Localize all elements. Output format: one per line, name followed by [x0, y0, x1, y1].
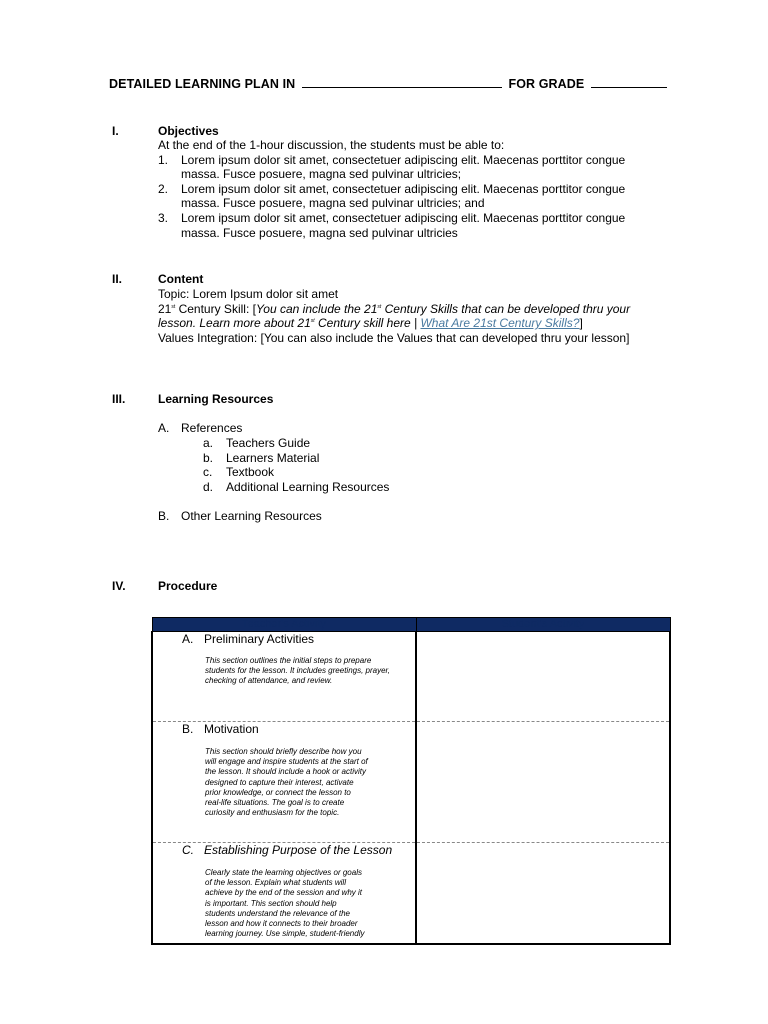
skill-prefix: 21 — [158, 302, 172, 316]
description-line: curiosity and enthusiasm for the topic. — [205, 808, 340, 818]
teacher-activity-cell[interactable] — [152, 722, 416, 843]
activity-title — [182, 843, 392, 857]
activity-description — [205, 747, 415, 818]
activity-name: Preliminary Activities — [204, 632, 315, 646]
table-row — [152, 632, 670, 722]
skills-link[interactable]: What Are 21st Century Skills? — [420, 316, 580, 330]
skill-italic-sup: st — [377, 304, 382, 310]
reference-item: Additional Learning Resources — [226, 480, 390, 494]
content-skill-line2 — [158, 316, 583, 331]
reference-item: Teachers Guide — [226, 436, 311, 450]
section-numeral-resources: III. — [112, 392, 126, 406]
section-numeral-objectives: I. — [112, 124, 119, 138]
objectives-intro: At the end of the 1-hour discussion, the students must be able to: — [158, 138, 505, 152]
description-line: learning journey. Use simple, student-friendly — [205, 929, 365, 939]
activity-name: Motivation — [204, 722, 259, 736]
procedure-table — [151, 617, 671, 945]
subject-blank — [302, 78, 502, 88]
skill-label: Century Skill: [ — [175, 302, 256, 316]
skill-line2-b: Century skill here | — [314, 316, 421, 330]
description-line: of the lesson. Explain what students will — [205, 878, 346, 888]
student-activity-cell[interactable] — [416, 843, 670, 945]
description-line: students understand the relevance of the — [205, 908, 350, 918]
section-heading-content: Content — [158, 272, 204, 286]
objective-text: Lorem ipsum dolor sit amet, consectetuer adipiscing elit. Maecenas porttitor congue — [181, 182, 626, 196]
activity-name: Establishing Purpose of the Lesson — [204, 843, 393, 857]
resource-references: References — [181, 421, 243, 435]
description-line: will engage and inspire students at the start of — [205, 757, 368, 767]
resource-letter: A. — [158, 421, 170, 435]
reference-letter: a. — [203, 436, 214, 450]
section-heading-resources: Learning Resources — [158, 392, 274, 406]
column-header-student: Student's Activity — [416, 618, 670, 632]
reference-letter: c. — [203, 465, 213, 479]
reference-item: Textbook — [226, 465, 275, 479]
objective-number: 3. — [158, 211, 169, 225]
skill-italic-b: Century Skills that can be developed thru your — [381, 302, 631, 316]
title-grade: FOR GRADE — [508, 77, 585, 91]
skill-close: ] — [579, 316, 583, 330]
skill-italic-a: You can include the 21 — [255, 302, 378, 316]
table-row — [152, 843, 670, 945]
description-line: checking of attendance, and review. — [205, 676, 333, 686]
section-numeral-content: II. — [112, 272, 123, 286]
section-numeral-procedure: IV. — [112, 579, 126, 593]
reference-letter: d. — [203, 480, 214, 494]
objective-text: Lorem ipsum dolor sit amet, consectetuer adipiscing elit. Maecenas porttitor congue — [181, 153, 626, 167]
description-line: achieve by the end of the session and why it — [205, 888, 362, 898]
skill-sup: st — [171, 304, 176, 310]
table-header-row — [152, 618, 670, 632]
table-row — [152, 722, 670, 843]
objective-number: 1. — [158, 153, 169, 167]
content-values: Values Integration: [You can also include the Values that can developed thru your lesson] — [158, 331, 630, 345]
description-line: is important. This section should help — [205, 898, 337, 908]
reference-item: Learners Material — [226, 451, 320, 465]
section-heading-procedure: Procedure — [158, 579, 218, 593]
objective-number: 2. — [158, 182, 169, 196]
page-title — [109, 77, 667, 91]
skill-line2-a: lesson. Learn more about 21 — [158, 316, 311, 330]
description-line: students for the lesson. It includes greetings, prayer, — [205, 666, 390, 676]
objective-text: Lorem ipsum dolor sit amet, consectetuer adipiscing elit. Maecenas porttitor congue — [181, 211, 626, 225]
skill-line2-sup: st — [310, 318, 315, 324]
resource-letter: B. — [158, 509, 170, 523]
teacher-activity-cell[interactable] — [152, 632, 416, 722]
activity-letter: A. — [182, 632, 194, 646]
objective-text-cont: massa. Fusce posuere, magna sed pulvinar ultricies; and — [181, 196, 485, 210]
section-heading-objectives: Objectives — [158, 124, 219, 138]
content-topic: Topic: Lorem Ipsum dolor sit amet — [158, 287, 339, 301]
description-line: lesson and how it connects to their broader — [205, 919, 358, 929]
description-line: real-life situations. The goal is to create — [205, 798, 345, 808]
activity-title — [182, 632, 314, 646]
activity-title — [182, 722, 259, 736]
content-skill-line1 — [158, 302, 630, 317]
activity-description — [205, 656, 415, 687]
teacher-activity-cell[interactable] — [152, 843, 416, 945]
reference-letter: b. — [203, 451, 214, 465]
description-line: This section outlines the initial steps to prepare — [205, 656, 372, 665]
resource-other: Other Learning Resources — [181, 509, 322, 523]
activity-letter: B. — [182, 722, 194, 736]
student-activity-cell[interactable] — [416, 722, 670, 843]
student-activity-cell[interactable] — [416, 632, 670, 722]
activity-description — [205, 868, 415, 939]
description-line: Clearly state the learning objectives or goals — [205, 868, 362, 877]
description-line: the lesson. It should include a hook or activity — [205, 767, 366, 777]
column-header-teacher: Teacher's Activity — [152, 618, 416, 632]
objective-text-cont: massa. Fusce posuere, magna sed pulvinar ultricies — [181, 226, 458, 240]
description-line: prior knowledge, or connect the lesson to — [205, 787, 351, 797]
activity-letter: C. — [182, 843, 194, 857]
objective-text-cont: massa. Fusce posuere, magna sed pulvinar ultricies; — [181, 167, 462, 181]
description-line: designed to capture their interest, activate — [205, 777, 354, 787]
description-line: This section should briefly describe how you — [205, 747, 362, 756]
grade-blank — [591, 78, 667, 88]
title-prefix: DETAILED LEARNING PLAN IN — [109, 77, 296, 91]
